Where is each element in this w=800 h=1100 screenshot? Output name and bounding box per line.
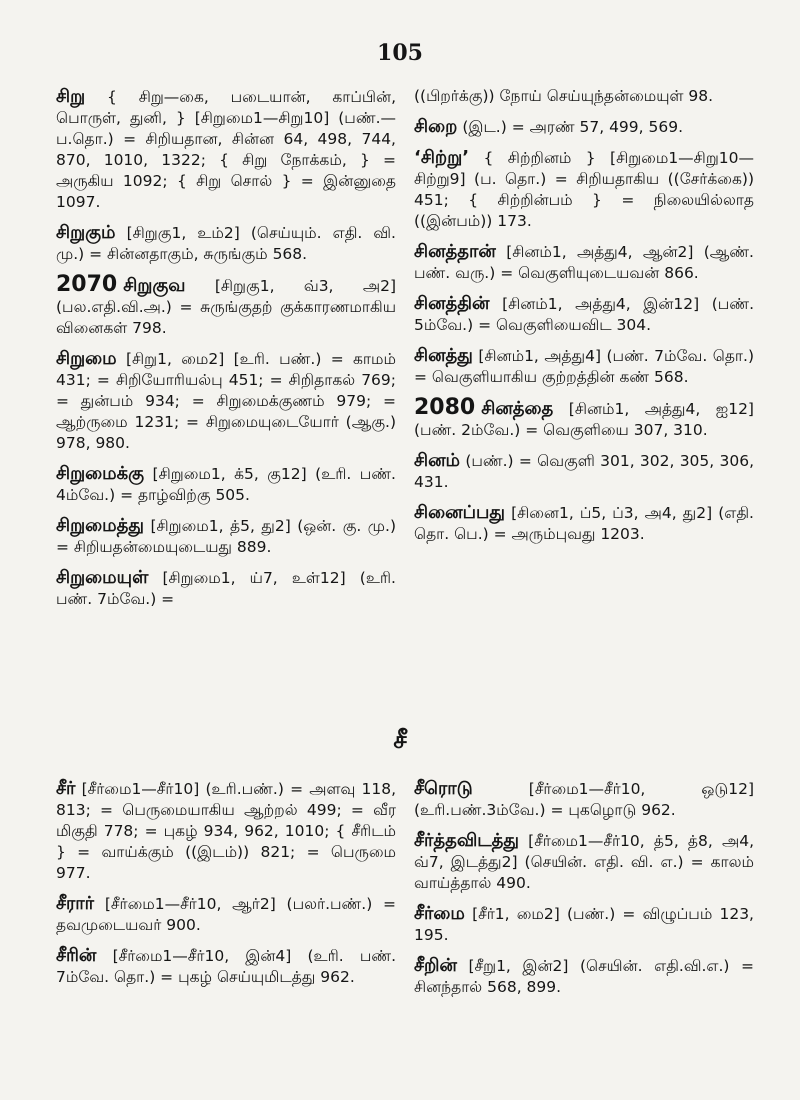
column-top-left xyxy=(56,86,396,619)
entry-headword: சீரொடு xyxy=(414,778,473,799)
entry-definition: [சீறு1, இன்2] (செயின். எதி.வி.எ.) = சினந்தால் 568, 899. xyxy=(414,957,754,996)
entry-headword: சிறை xyxy=(414,116,458,137)
entry-headword: சினத்தின் xyxy=(414,293,490,314)
entry-definition: { சிறு—கை, படையான், காப்பின், பொருள், துனி, } [சிறுமை1—சிறு10] (பண்.—ப.தொ.) = சிறியதான, சின்ன 64, 498, 744, 870, 1010, 1322; { சிறு நோக்கம், } = அருகிய 1092; { சிறு சொல் } = இன்னுதை 1097. xyxy=(56,88,396,211)
entry-definition: { சிற்றினம் } [சிறுமை1—சிறு10—சிற்று9] (ப. தொ.) = சிறியதாகிய ((சேர்க்கை)) 451; { சிற்றின்பம் } = நிலையில்லாத ((இன்பம்)) 173. xyxy=(414,149,755,230)
entry-headword: சிறுமை xyxy=(56,348,117,369)
entry-definition: [சீர்மை1—சீர்10, ஒடு12] (உரி.பண்.3ம்வே.) = புகழொடு 962. xyxy=(414,780,754,819)
entry-definition: [சிறுமை1, ய்7, உள்12] (உரி. பண். 7ம்வே.) = xyxy=(56,569,396,608)
dictionary-entry xyxy=(56,893,396,936)
entry-definition: (இட.) = அரண் 57, 499, 569. xyxy=(462,118,684,136)
entry-headword: ‘சிற்று’ xyxy=(414,147,470,168)
dictionary-entry xyxy=(56,567,396,610)
entry-headword: சிறுகும் xyxy=(56,222,116,243)
section-heading: சீ xyxy=(393,726,407,754)
entry-definition: [சினம்1, அத்து4, இன்12] (பண். 5ம்வே.) = வெகுளியைவிட 304. xyxy=(414,295,754,334)
entry-headword: சினத்து xyxy=(414,345,473,366)
entry-number: 2080 xyxy=(414,395,476,420)
entry-headword: சிறு xyxy=(56,86,86,107)
entry-definition: [சிறுமை1, க்5, கு12] (உரி. பண். 4ம்வே.) = தாழ்விற்கு 505. xyxy=(56,465,396,504)
dictionary-entry xyxy=(56,86,396,213)
dictionary-entry xyxy=(414,116,754,138)
entry-definition: [சிறுகு1, உம்2] (செய்யும். எதி. வி. மு.) = சின்னதாகும், சுருங்கும் 568. xyxy=(56,224,396,263)
entry-definition: [சீர்மை1—சீர்10, ஆர்2] (பலர்.பண்.) = தவமுடையவர் 900. xyxy=(56,895,396,934)
dictionary-entry xyxy=(414,397,754,441)
entry-headword: சினம் xyxy=(414,450,461,471)
dictionary-entry xyxy=(56,945,396,988)
dictionary-entry xyxy=(414,502,754,545)
entry-definition: [சிறுமை1, த்5, து2] (ஒன். கு. மு.) = சிறியதன்மையுடையது 889. xyxy=(56,517,396,556)
entry-headword: சினத்தான் xyxy=(414,241,496,262)
dictionary-entry xyxy=(56,515,396,558)
entry-number: 2070 xyxy=(56,272,118,297)
entry-headword: சிறுமையுள் xyxy=(56,567,149,588)
entry-definition: [சீர்மை1—சீர்10, இன்4] (உரி. பண். 7ம்வே. தொ.) = புகழ் செய்யுமிடத்து 962. xyxy=(56,947,396,986)
entry-headword: சிறுகுவ xyxy=(123,275,186,296)
entry-definition: [சீர்1, மை2] (பண்.) = விழுப்பம் 123, 195. xyxy=(414,905,754,944)
dictionary-entry xyxy=(56,222,396,265)
entry-definition: [சினம்1, அத்து4, ஆன்2] (ஆண். பண். வரு.) = வெகுளியுடையவன் 866. xyxy=(414,243,754,282)
entry-headword: சீரின் xyxy=(56,945,97,966)
entry-headword: சீரார் xyxy=(56,893,95,914)
dictionary-entry xyxy=(414,903,754,946)
entry-definition: (பண்.) = வெகுளி 301, 302, 305, 306, 431. xyxy=(414,452,754,491)
entry-headword: சினைப்பது xyxy=(414,502,505,523)
dictionary-entry xyxy=(56,274,396,339)
dictionary-entry xyxy=(414,293,754,336)
entry-definition: [சினை1, ப்5, ப்3, அ4, து2] (எதி. தொ. பெ.) = அரும்புவது 1203. xyxy=(414,504,754,543)
dictionary-entry xyxy=(414,241,754,284)
dictionary-entry xyxy=(414,955,754,998)
dictionary-entry xyxy=(414,450,754,493)
entry-headword: சினத்தை xyxy=(481,398,554,419)
entry-definition: [சீர்மை1—சீர்10, த்5, த்8, அ4, வ்7, இடத்து2] (செயின். எதி. வி. எ.) = காலம் வாய்த்தால் 490. xyxy=(414,832,754,892)
entry-definition: [சிறுகு1, வ்3, அ2] (பல.எதி.வி.அ.) = சுருங்குதற் குக்காரணமாகிய வினைகள் 798. xyxy=(56,277,396,337)
column-bottom-right xyxy=(414,778,754,1007)
column-top-right xyxy=(414,86,754,554)
entry-headword: சீர் xyxy=(56,778,76,799)
entry-definition: [சினம்1, அத்து4] (பண். 7ம்வே. தொ.) = வெகுளியாகிய குற்றத்தின் கண் 568. xyxy=(414,347,754,386)
dictionary-entry xyxy=(414,345,754,388)
entry-definition: [சிறு1, மை2] [உரி. பண்.) = காமம் 431; = சிறியோரியல்பு 451; = சிறிதாகல் 769; = துன்பம் 934; = சிறுமைக்குணம் 979; = ஆற்ருமை 1231; = சிறுமையுடையோர் (ஆகு.) 978, 980. xyxy=(56,350,396,452)
dictionary-entry xyxy=(414,778,754,821)
page-number: 105 xyxy=(377,40,423,66)
dictionary-entry xyxy=(56,778,396,884)
entry-headword: சிறுமைத்து xyxy=(56,515,144,536)
entry-headword: சீர்த்தவிடத்து xyxy=(414,830,519,851)
entry-definition: [சினம்1, அத்து4, ஐ12] (பண். 2ம்வே.) = வெகுளியை 307, 310. xyxy=(414,400,754,439)
entry-definition: [சீர்மை1—சீர்10] (உரி.பண்.) = அளவு 118, 813; = பெருமையாகிய ஆற்றல் 499; = வீர மிகுதி 778; = புகழ் 934, 962, 1010; { சீரிடம் } = வாய்க்கும் ((இடம்)) 821; = பெருமை 977. xyxy=(56,780,396,882)
entry-headword: சிறுமைக்கு xyxy=(56,463,145,484)
dictionary-entry xyxy=(56,348,396,454)
dictionary-entry xyxy=(414,86,754,107)
column-bottom-left xyxy=(56,778,396,997)
entry-headword: சீர்மை xyxy=(414,903,465,924)
dictionary-entry xyxy=(414,830,754,894)
dictionary-entry xyxy=(414,147,754,232)
dictionary-entry xyxy=(56,463,396,506)
entry-definition: ((பிறர்க்கு)) நோய் செய்யுந்தன்மையுள் 98. xyxy=(414,87,714,105)
entry-headword: சீறின் xyxy=(414,955,457,976)
